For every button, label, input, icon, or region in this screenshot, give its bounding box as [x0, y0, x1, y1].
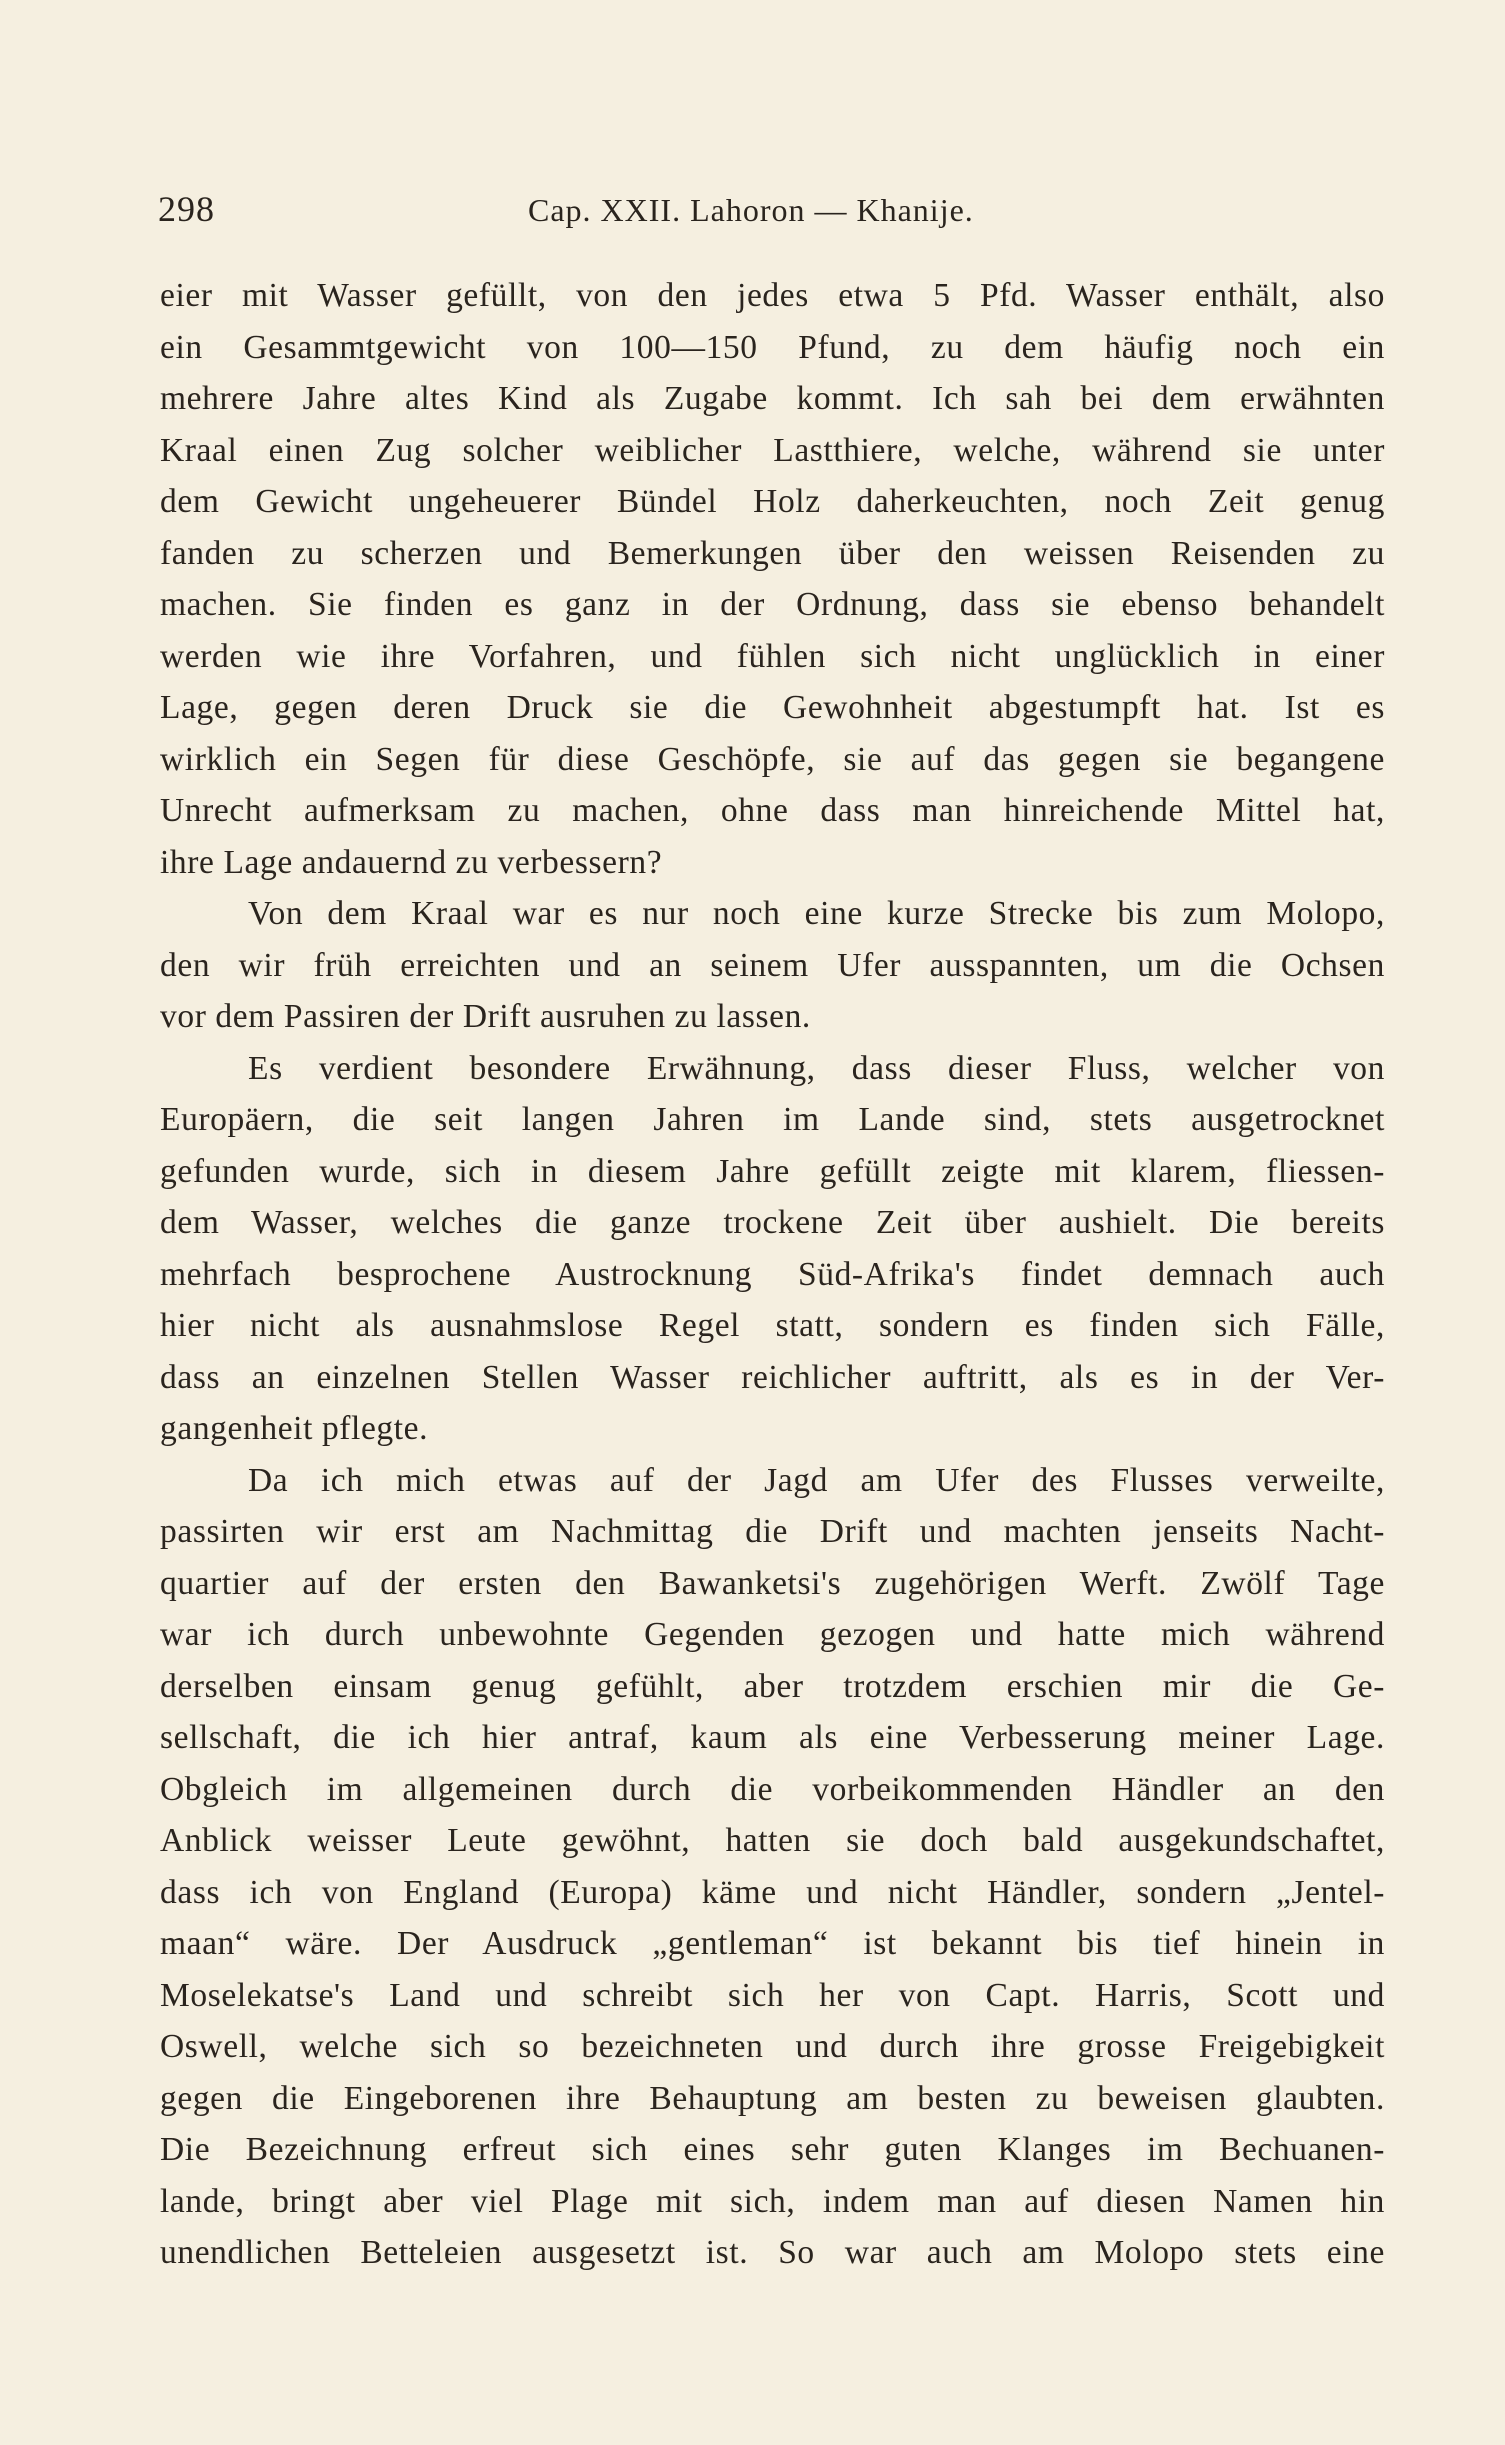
text-line: war ich durch unbewohnte Gegenden gezogen und hatte mich während: [160, 1616, 1385, 1653]
page-number: 298: [158, 189, 215, 229]
text-line: Europäern, die seit langen Jahren im Lande sind, stets ausgetrocknet: [160, 1101, 1385, 1138]
text-line: Es verdient besondere Erwähnung, dass dieser Fluss, welcher von: [248, 1049, 1385, 1087]
text-line: eier mit Wasser gefüllt, von den jedes etwa 5 Pfd. Wasser enthält, also: [160, 277, 1385, 314]
text-line: gegen die Eingeborenen ihre Behauptung am besten zu beweisen glaubten.: [160, 2079, 1385, 2117]
text-line: dem Gewicht ungeheuerer Bündel Holz daherkeuchten, noch Zeit genug: [160, 483, 1385, 520]
text-line: mehrere Jahre altes Kind als Zugabe kommt. Ich sah bei dem erwähnten: [160, 380, 1385, 417]
text-line: dass ich von England (Europa) käme und nicht Händler, sondern „Jentel-: [160, 1873, 1385, 1911]
text-line: Von dem Kraal war es nur noch eine kurze Strecke bis zum Molopo,: [248, 895, 1385, 932]
text-line: ein Gesammtgewicht von 100—150 Pfund, zu dem häufig noch ein: [160, 328, 1385, 366]
text-line: Unrecht aufmerksam zu machen, ohne dass man hinreichende Mittel hat,: [160, 792, 1385, 829]
text-line: hier nicht als ausnahmslose Regel statt, sondern es finden sich Fälle,: [160, 1307, 1385, 1344]
text-line: werden wie ihre Vorfahren, und fühlen sich nicht unglücklich in einer: [160, 637, 1385, 675]
text-line: fanden zu scherzen und Bemerkungen über den weissen Reisenden zu: [160, 534, 1385, 572]
text-line: Moselekatse's Land und schreibt sich her von Capt. Harris, Scott und: [160, 1976, 1385, 2014]
text-line: den wir früh erreichten und an seinem Ufer ausspannten, um die Ochsen: [160, 946, 1385, 984]
text-line: vor dem Passiren der Drift ausruhen zu lassen.: [160, 998, 811, 1035]
text-line: Da ich mich etwas auf der Jagd am Ufer des Flusses verweilte,: [248, 1461, 1385, 1499]
text-line: unendlichen Betteleien ausgesetzt ist. So war auch am Molopo stets eine: [160, 2234, 1385, 2271]
text-line: quartier auf der ersten den Bawanketsi's zugehörigen Werft. Zwölf Tage: [160, 1564, 1385, 1602]
text-line: wirklich ein Segen für diese Geschöpfe, sie auf das gegen sie begangene: [160, 740, 1385, 778]
text-line: mehrfach besprochene Austrocknung Süd-Afrika's findet demnach auch: [160, 1255, 1385, 1293]
text-line: sellschaft, die ich hier antraf, kaum als eine Verbesserung meiner Lage.: [160, 1719, 1385, 1756]
text-line: dem Wasser, welches die ganze trockene Zeit über aushielt. Die bereits: [160, 1204, 1385, 1241]
text-line: maan“ wäre. Der Ausdruck „gentleman“ ist bekannt bis tief hinein in: [160, 1925, 1385, 1962]
running-head: [158, 188, 1388, 240]
text-line: Oswell, welche sich so bezeichneten und durch ihre grosse Freigebigkeit: [160, 2028, 1385, 2065]
text-line: Lage, gegen deren Druck sie die Gewohnheit abgestumpft hat. Ist es: [160, 689, 1385, 726]
text-line: Die Bezeichnung erfreut sich eines sehr guten Klanges im Bechuanen-: [160, 2131, 1385, 2168]
text-line: Obgleich im allgemeinen durch die vorbeikommenden Händler an den: [160, 1770, 1385, 1808]
text-line: dass an einzelnen Stellen Wasser reichlicher auftritt, als es in der Ver-: [160, 1358, 1385, 1396]
text-line: Anblick weisser Leute gewöhnt, hatten sie doch bald ausgekundschaftet,: [160, 1822, 1385, 1859]
text-line: gefunden wurde, sich in diesem Jahre gefüllt zeigte mit klarem, fliessen-: [160, 1152, 1385, 1190]
text-line: passirten wir erst am Nachmittag die Drift und machten jenseits Nacht-: [160, 1513, 1385, 1550]
text-line: derselben einsam genug gefühlt, aber trotzdem erschien mir die Ge-: [160, 1667, 1385, 1705]
text-line: lande, bringt aber viel Plage mit sich, indem man auf diesen Namen hin: [160, 2182, 1385, 2220]
text-line: gangenheit pflegte.: [160, 1410, 429, 1447]
text-line: machen. Sie finden es ganz in der Ordnung, dass sie ebenso behandelt: [160, 586, 1385, 623]
chapter-title: Cap. XXII. Lahoron — Khanije.: [528, 192, 974, 228]
body-text: [160, 270, 1385, 2279]
text-line: Kraal einen Zug solcher weiblicher Lastthiere, welche, während sie unter: [160, 431, 1385, 469]
text-line: ihre Lage andauernd zu verbessern?: [160, 843, 663, 881]
